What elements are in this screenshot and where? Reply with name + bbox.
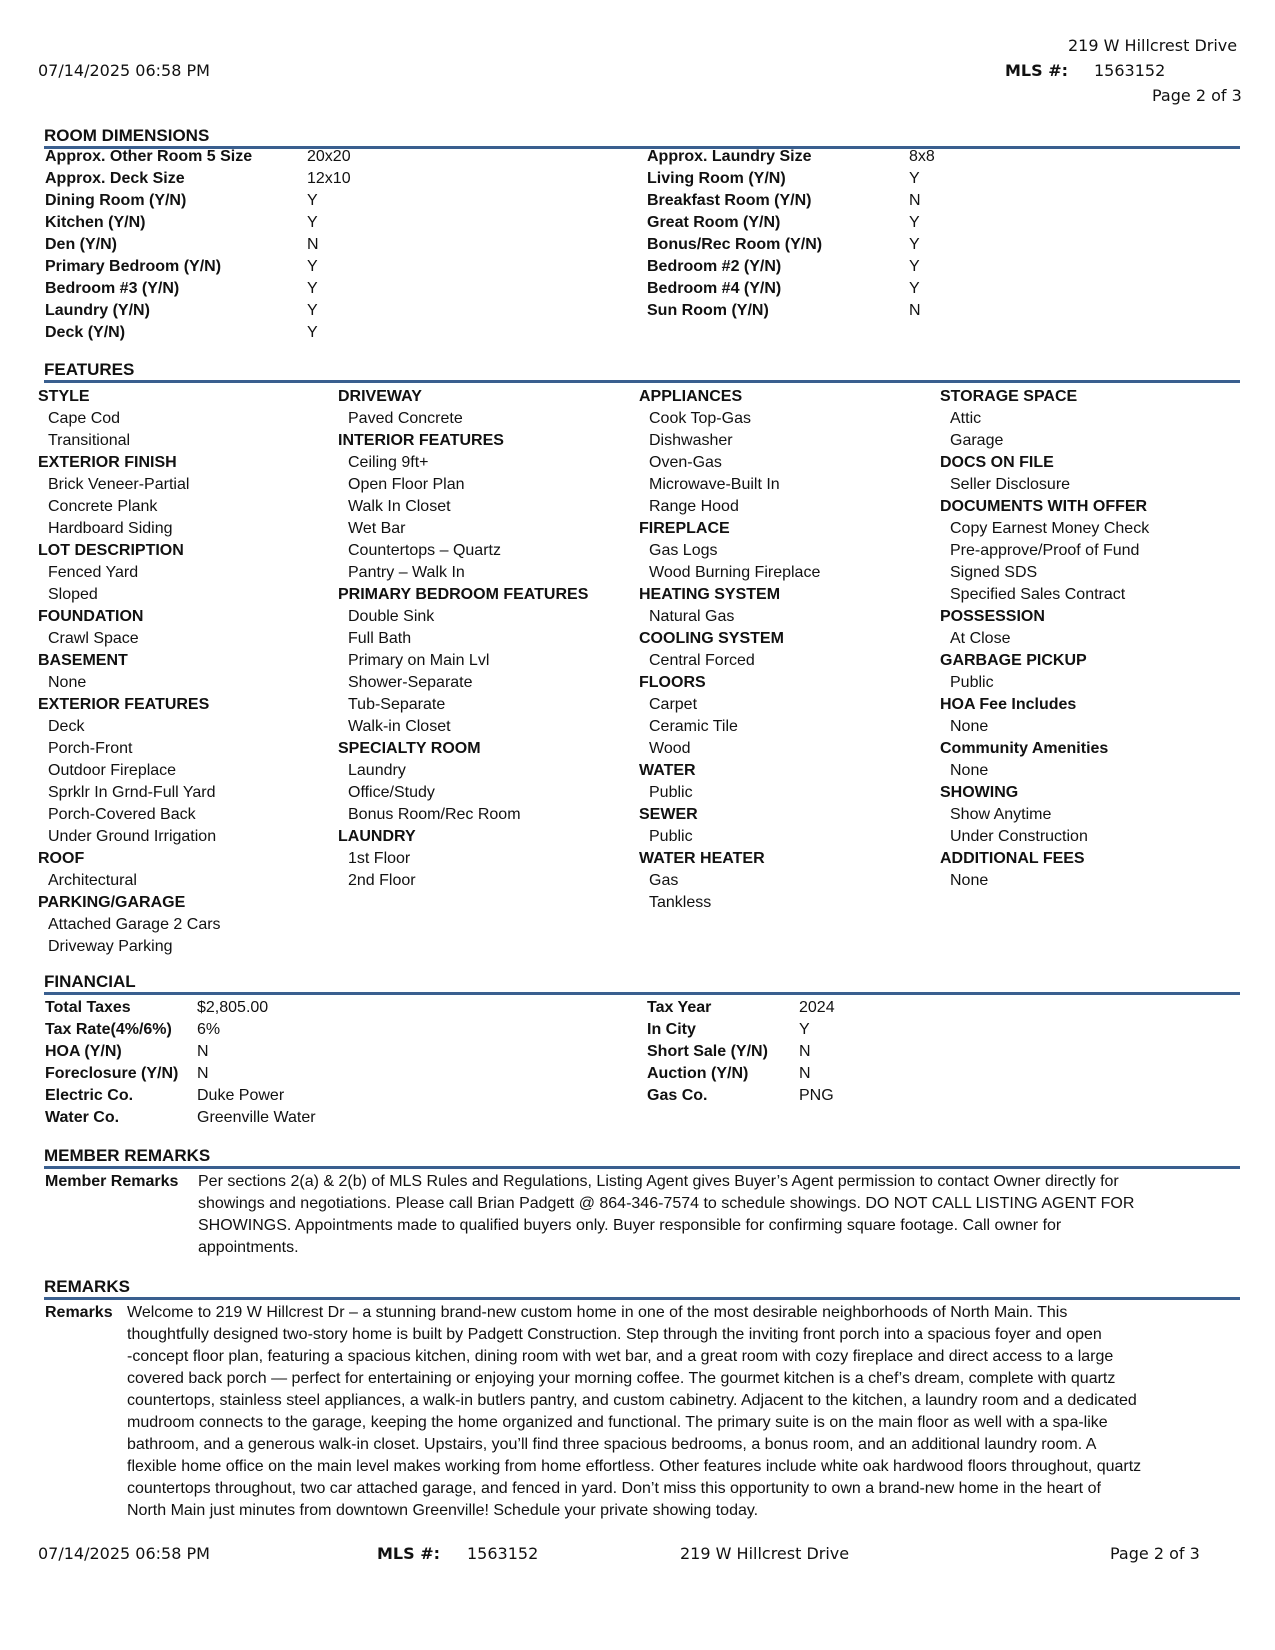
- kv-label: Tax Rate(4%/6%): [45, 1021, 172, 1038]
- feature-item: Hardboard Siding: [48, 520, 173, 537]
- feature-item: Carpet: [649, 696, 698, 713]
- feature-item: Public: [950, 674, 994, 691]
- feature-category: INTERIOR FEATURES: [338, 432, 504, 449]
- kv-label: Water Co.: [45, 1109, 120, 1126]
- remarks-line: North Main just minutes from downtown Greenville! Schedule your private showing today.: [127, 1502, 759, 1519]
- feature-item: Paved Concrete: [348, 410, 463, 427]
- kv-label: Approx. Other Room 5 Size: [45, 148, 253, 165]
- kv-row: [45, 256, 351, 278]
- kv-label: Breakfast Room (Y/N): [647, 192, 812, 209]
- kv-value: 6%: [197, 1021, 221, 1038]
- header-address: 219 W Hillcrest Drive: [1068, 36, 1238, 55]
- feature-item: Microwave-Built In: [649, 476, 780, 493]
- feature-item: Under Construction: [950, 828, 1088, 845]
- feature-category: GARBAGE PICKUP: [940, 652, 1087, 669]
- remarks-line: appointments.: [198, 1239, 299, 1256]
- kv-value: N: [909, 192, 921, 209]
- kv-value: N: [307, 236, 319, 253]
- kv-value: 20x20: [307, 148, 351, 165]
- features-column-4: [940, 386, 1230, 892]
- kv-row: [647, 278, 935, 300]
- remarks-text: [127, 1302, 1141, 1522]
- feature-item: Gas: [649, 872, 679, 889]
- member-remarks-label: Member Remarks: [45, 1173, 179, 1190]
- feature-item: None: [950, 872, 989, 889]
- feature-item: Bonus Room/Rec Room: [348, 806, 521, 823]
- feature-category: SPECIALTY ROOM: [338, 740, 481, 757]
- kv-label: Auction (Y/N): [647, 1065, 749, 1082]
- remarks-line: countertops throughout, two car attached garage, and fenced in yard. Don’t miss this opportunity to own a brand-new home in the heart of: [127, 1480, 1101, 1497]
- kv-row: [45, 1019, 316, 1041]
- kv-label: Deck (Y/N): [45, 324, 126, 341]
- feature-category: FIREPLACE: [639, 520, 730, 537]
- kv-row: [647, 256, 935, 278]
- feature-item: Transitional: [48, 432, 131, 449]
- kv-label: Gas Co.: [647, 1087, 708, 1104]
- kv-row: [647, 1063, 835, 1085]
- kv-label: Sun Room (Y/N): [647, 302, 769, 319]
- kv-row: [45, 190, 351, 212]
- footer-page-number: Page 2 of 3: [1110, 1544, 1200, 1563]
- feature-category: FOUNDATION: [38, 608, 144, 625]
- feature-item: Open Floor Plan: [348, 476, 465, 493]
- feature-item: Copy Earnest Money Check: [950, 520, 1150, 537]
- kv-value: Duke Power: [197, 1087, 285, 1104]
- kv-value: Y: [307, 192, 318, 209]
- kv-value: Y: [909, 214, 920, 231]
- kv-row: [45, 997, 316, 1019]
- remarks: [45, 1302, 1245, 1524]
- feature-item: Range Hood: [649, 498, 739, 515]
- kv-value: 12x10: [307, 170, 351, 187]
- feature-category: APPLIANCES: [639, 388, 743, 405]
- header-mls-label: MLS #:: [1005, 61, 1069, 80]
- feature-item: Countertops – Quartz: [348, 542, 501, 559]
- financial-title: FINANCIAL: [44, 972, 1240, 995]
- kv-label: Dining Room (Y/N): [45, 192, 187, 209]
- kv-row: [45, 1063, 316, 1085]
- features-column-2: [338, 386, 628, 892]
- remarks-line: thoughtfully designed two-story home is built by Padgett Construction. Step through the inviting front porch into a spacious foyer and open: [127, 1326, 1102, 1343]
- feature-item: Central Forced: [649, 652, 755, 669]
- feature-item: Wet Bar: [348, 520, 406, 537]
- feature-item: Under Ground Irrigation: [48, 828, 217, 845]
- kv-label: Foreclosure (Y/N): [45, 1065, 179, 1082]
- feature-item: Office/Study: [348, 784, 435, 801]
- feature-item: Cook Top-Gas: [649, 410, 751, 427]
- kv-row: [647, 168, 935, 190]
- feature-item: Primary on Main Lvl: [348, 652, 490, 669]
- feature-item: Gas Logs: [649, 542, 718, 559]
- kv-value: N: [909, 302, 921, 319]
- remarks-line: SHOWINGS. Appointments made to qualified buyers only. Buyer responsible for confirming square footage. Call owner for: [198, 1217, 1062, 1234]
- feature-item: Ceiling 9ft+: [348, 454, 429, 471]
- kv-row: [45, 322, 351, 344]
- feature-item: Brick Veneer-Partial: [48, 476, 190, 493]
- feature-item: Public: [649, 828, 693, 845]
- remarks-line: mudroom connects to the garage, keeping the home organized and functional. The primary suite is on the main floor as well with a spa-like: [127, 1414, 1108, 1431]
- kv-row: [647, 997, 835, 1019]
- kv-row: [45, 234, 351, 256]
- feature-item: None: [48, 674, 87, 691]
- kv-label: Approx. Deck Size: [45, 170, 185, 187]
- kv-row: [647, 300, 935, 322]
- kv-label: Primary Bedroom (Y/N): [45, 258, 222, 275]
- financial-left: [45, 997, 316, 1129]
- feature-item: Concrete Plank: [48, 498, 158, 515]
- remarks-label: Remarks: [45, 1304, 113, 1321]
- feature-item: Seller Disclosure: [950, 476, 1071, 493]
- feature-item: 2nd Floor: [348, 872, 416, 889]
- feature-category: SHOWING: [940, 784, 1019, 801]
- kv-value: Y: [307, 280, 318, 297]
- kv-value: N: [197, 1043, 209, 1060]
- financial-right: [647, 997, 835, 1107]
- kv-value: N: [197, 1065, 209, 1082]
- remarks-title: REMARKS: [44, 1277, 1240, 1300]
- feature-item: Fenced Yard: [48, 564, 139, 581]
- remarks-line: flexible home office on the main level makes working from home effortless. Other features include white oak hardwood floors throughout, quartz: [127, 1458, 1142, 1475]
- feature-item: Outdoor Fireplace: [48, 762, 177, 779]
- member-remarks: [45, 1171, 1245, 1261]
- feature-item: Crawl Space: [48, 630, 139, 647]
- kv-label: Total Taxes: [45, 999, 131, 1016]
- footer-mls-label: MLS #:: [377, 1544, 441, 1563]
- kv-value: Y: [799, 1021, 810, 1038]
- feature-item: Pantry – Walk In: [348, 564, 465, 581]
- kv-value: Y: [307, 258, 318, 275]
- kv-row: [647, 1085, 835, 1107]
- kv-label: In City: [647, 1021, 696, 1038]
- feature-item: Pre-approve/Proof of Fund: [950, 542, 1140, 559]
- feature-category: LOT DESCRIPTION: [38, 542, 184, 559]
- feature-item: Deck: [48, 718, 85, 735]
- kv-value: N: [799, 1043, 811, 1060]
- kv-label: Laundry (Y/N): [45, 302, 150, 319]
- kv-value: $2,805.00: [197, 999, 269, 1016]
- features-column-1: [38, 386, 328, 958]
- kv-value: Y: [909, 170, 920, 187]
- feature-item: Sprklr In Grnd-Full Yard: [48, 784, 216, 801]
- feature-item: Laundry: [348, 762, 406, 779]
- feature-item: At Close: [950, 630, 1011, 647]
- feature-category: Community Amenities: [940, 740, 1109, 757]
- kv-label: Bedroom #2 (Y/N): [647, 258, 782, 275]
- kv-value: Y: [909, 236, 920, 253]
- kv-value: 2024: [799, 999, 835, 1016]
- kv-value: 8x8: [909, 148, 935, 165]
- footer-mls-number: 1563152: [467, 1544, 539, 1563]
- feature-category: LAUNDRY: [338, 828, 416, 845]
- feature-item: Sloped: [48, 586, 98, 603]
- feature-item: Show Anytime: [950, 806, 1052, 823]
- feature-item: Wood Burning Fireplace: [649, 564, 821, 581]
- kv-row: [45, 1041, 316, 1063]
- feature-category: BASEMENT: [38, 652, 128, 669]
- remarks-line: covered back porch — perfect for entertaining or enjoying your morning coffee. The gourmet kitchen is a chef’s dream, complete with quartz: [127, 1370, 1116, 1387]
- feature-category: DRIVEWAY: [338, 388, 422, 405]
- feature-category: SEWER: [639, 806, 698, 823]
- feature-category: POSSESSION: [940, 608, 1045, 625]
- kv-row: [647, 234, 935, 256]
- feature-item: Specified Sales Contract: [950, 586, 1126, 603]
- feature-item: Shower-Separate: [348, 674, 473, 691]
- kv-value: Y: [307, 302, 318, 319]
- feature-item: Signed SDS: [950, 564, 1038, 581]
- remarks-line: bathroom, and a generous walk-in closet. Upstairs, you’ll find three spacious bedrooms, a bonus room, and an additional laundry room. A: [127, 1436, 1097, 1453]
- header-page-number: Page 2 of 3: [1152, 86, 1242, 105]
- feature-item: Garage: [950, 432, 1004, 449]
- room-dimensions-title: ROOM DIMENSIONS: [44, 126, 1240, 149]
- remarks-line: showings and negotiations. Please call Brian Padgett @ 864-346-7574 to schedule showings. DO NOT CALL LISTING AGENT FOR: [198, 1195, 1135, 1212]
- feature-item: Walk-in Closet: [348, 718, 451, 735]
- feature-category: ROOF: [38, 850, 85, 867]
- remarks-line: Per sections 2(a) & 2(b) of MLS Rules and Regulations, Listing Agent gives Buyer’s Agent permission to contact Owner directly for: [198, 1173, 1119, 1190]
- header-mls-number: 1563152: [1094, 61, 1166, 80]
- feature-item: None: [950, 762, 989, 779]
- feature-category: STORAGE SPACE: [940, 388, 1078, 405]
- footer-datetime: 07/14/2025 06:58 PM: [38, 1544, 210, 1563]
- kv-value: PNG: [799, 1087, 834, 1104]
- feature-item: Architectural: [48, 872, 137, 889]
- kv-row: [45, 168, 351, 190]
- remarks-line: countertops, stainless steel appliances, a walk-in butlers pantry, and custom cabinetry. Adjacent to the kitchen, a laundry room and a dedicated: [127, 1392, 1137, 1409]
- kv-label: Short Sale (Y/N): [647, 1043, 768, 1060]
- room-dimensions-right: [647, 146, 935, 322]
- feature-item: Walk In Closet: [348, 498, 451, 515]
- kv-label: HOA (Y/N): [45, 1043, 122, 1060]
- feature-category: HEATING SYSTEM: [639, 586, 781, 603]
- feature-category: FLOORS: [639, 674, 706, 691]
- feature-item: Natural Gas: [649, 608, 735, 625]
- feature-category: DOCUMENTS WITH OFFER: [940, 498, 1148, 515]
- footer-address: 219 W Hillcrest Drive: [680, 1544, 850, 1563]
- kv-label: Bedroom #4 (Y/N): [647, 280, 782, 297]
- feature-category: WATER HEATER: [639, 850, 765, 867]
- feature-item: Wood: [649, 740, 691, 757]
- feature-item: Dishwasher: [649, 432, 733, 449]
- feature-category: STYLE: [38, 388, 90, 405]
- feature-category: EXTERIOR FEATURES: [38, 696, 210, 713]
- kv-label: Approx. Laundry Size: [647, 148, 812, 165]
- remarks-line: -concept floor plan, featuring a spacious kitchen, dining room with wet bar, and a great room with cozy fireplace and direct access to a large: [127, 1348, 1114, 1365]
- kv-row: [647, 146, 935, 168]
- kv-row: [647, 212, 935, 234]
- feature-item: Attic: [950, 410, 982, 427]
- feature-category: COOLING SYSTEM: [639, 630, 784, 647]
- feature-category: ADDITIONAL FEES: [940, 850, 1085, 867]
- feature-category: PRIMARY BEDROOM FEATURES: [338, 586, 589, 603]
- kv-row: [647, 1019, 835, 1041]
- kv-label: Bonus/Rec Room (Y/N): [647, 236, 823, 253]
- kv-row: [647, 190, 935, 212]
- kv-row: [45, 1085, 316, 1107]
- room-dimensions-left: [45, 146, 351, 344]
- member-remarks-text: [198, 1171, 1134, 1259]
- feature-category: EXTERIOR FINISH: [38, 454, 177, 471]
- feature-category: DOCS ON FILE: [940, 454, 1054, 471]
- kv-label: Electric Co.: [45, 1087, 134, 1104]
- kv-value: N: [799, 1065, 811, 1082]
- feature-item: Ceramic Tile: [649, 718, 738, 735]
- feature-item: Full Bath: [348, 630, 412, 647]
- feature-item: Oven-Gas: [649, 454, 722, 471]
- kv-row: [45, 1107, 316, 1129]
- kv-row: [45, 212, 351, 234]
- feature-item: Porch-Covered Back: [48, 806, 196, 823]
- features-column-3: [639, 386, 929, 914]
- kv-row: [45, 300, 351, 322]
- kv-value: Greenville Water: [197, 1109, 316, 1126]
- kv-value: Y: [307, 214, 318, 231]
- feature-category: WATER: [639, 762, 696, 779]
- feature-item: Attached Garage 2 Cars: [48, 916, 221, 933]
- feature-item: Cape Cod: [48, 410, 121, 427]
- feature-item: None: [950, 718, 989, 735]
- kv-value: Y: [909, 280, 920, 297]
- kv-label: Tax Year: [647, 999, 712, 1016]
- header-datetime: 07/14/2025 06:58 PM: [38, 61, 210, 80]
- feature-item: Porch-Front: [48, 740, 133, 757]
- member-remarks-title: MEMBER REMARKS: [44, 1146, 1240, 1169]
- kv-value: Y: [909, 258, 920, 275]
- kv-label: Bedroom #3 (Y/N): [45, 280, 180, 297]
- feature-item: Tub-Separate: [348, 696, 446, 713]
- kv-row: [647, 1041, 835, 1063]
- feature-item: Tankless: [649, 894, 712, 911]
- feature-category: HOA Fee Includes: [940, 696, 1077, 713]
- remarks-line: Welcome to 219 W Hillcrest Dr – a stunning brand-new custom home in one of the most desirable neighborhoods of North Main. This: [127, 1304, 1068, 1321]
- kv-row: [45, 278, 351, 300]
- feature-item: 1st Floor: [348, 850, 411, 867]
- feature-category: PARKING/GARAGE: [38, 894, 186, 911]
- kv-label: Great Room (Y/N): [647, 214, 781, 231]
- kv-label: Den (Y/N): [45, 236, 117, 253]
- feature-item: Driveway Parking: [48, 938, 173, 955]
- kv-label: Living Room (Y/N): [647, 170, 786, 187]
- kv-value: Y: [307, 324, 318, 341]
- feature-item: Public: [649, 784, 693, 801]
- kv-row: [45, 146, 351, 168]
- features-title: FEATURES: [44, 360, 1240, 383]
- feature-item: Double Sink: [348, 608, 435, 625]
- kv-label: Kitchen (Y/N): [45, 214, 146, 231]
